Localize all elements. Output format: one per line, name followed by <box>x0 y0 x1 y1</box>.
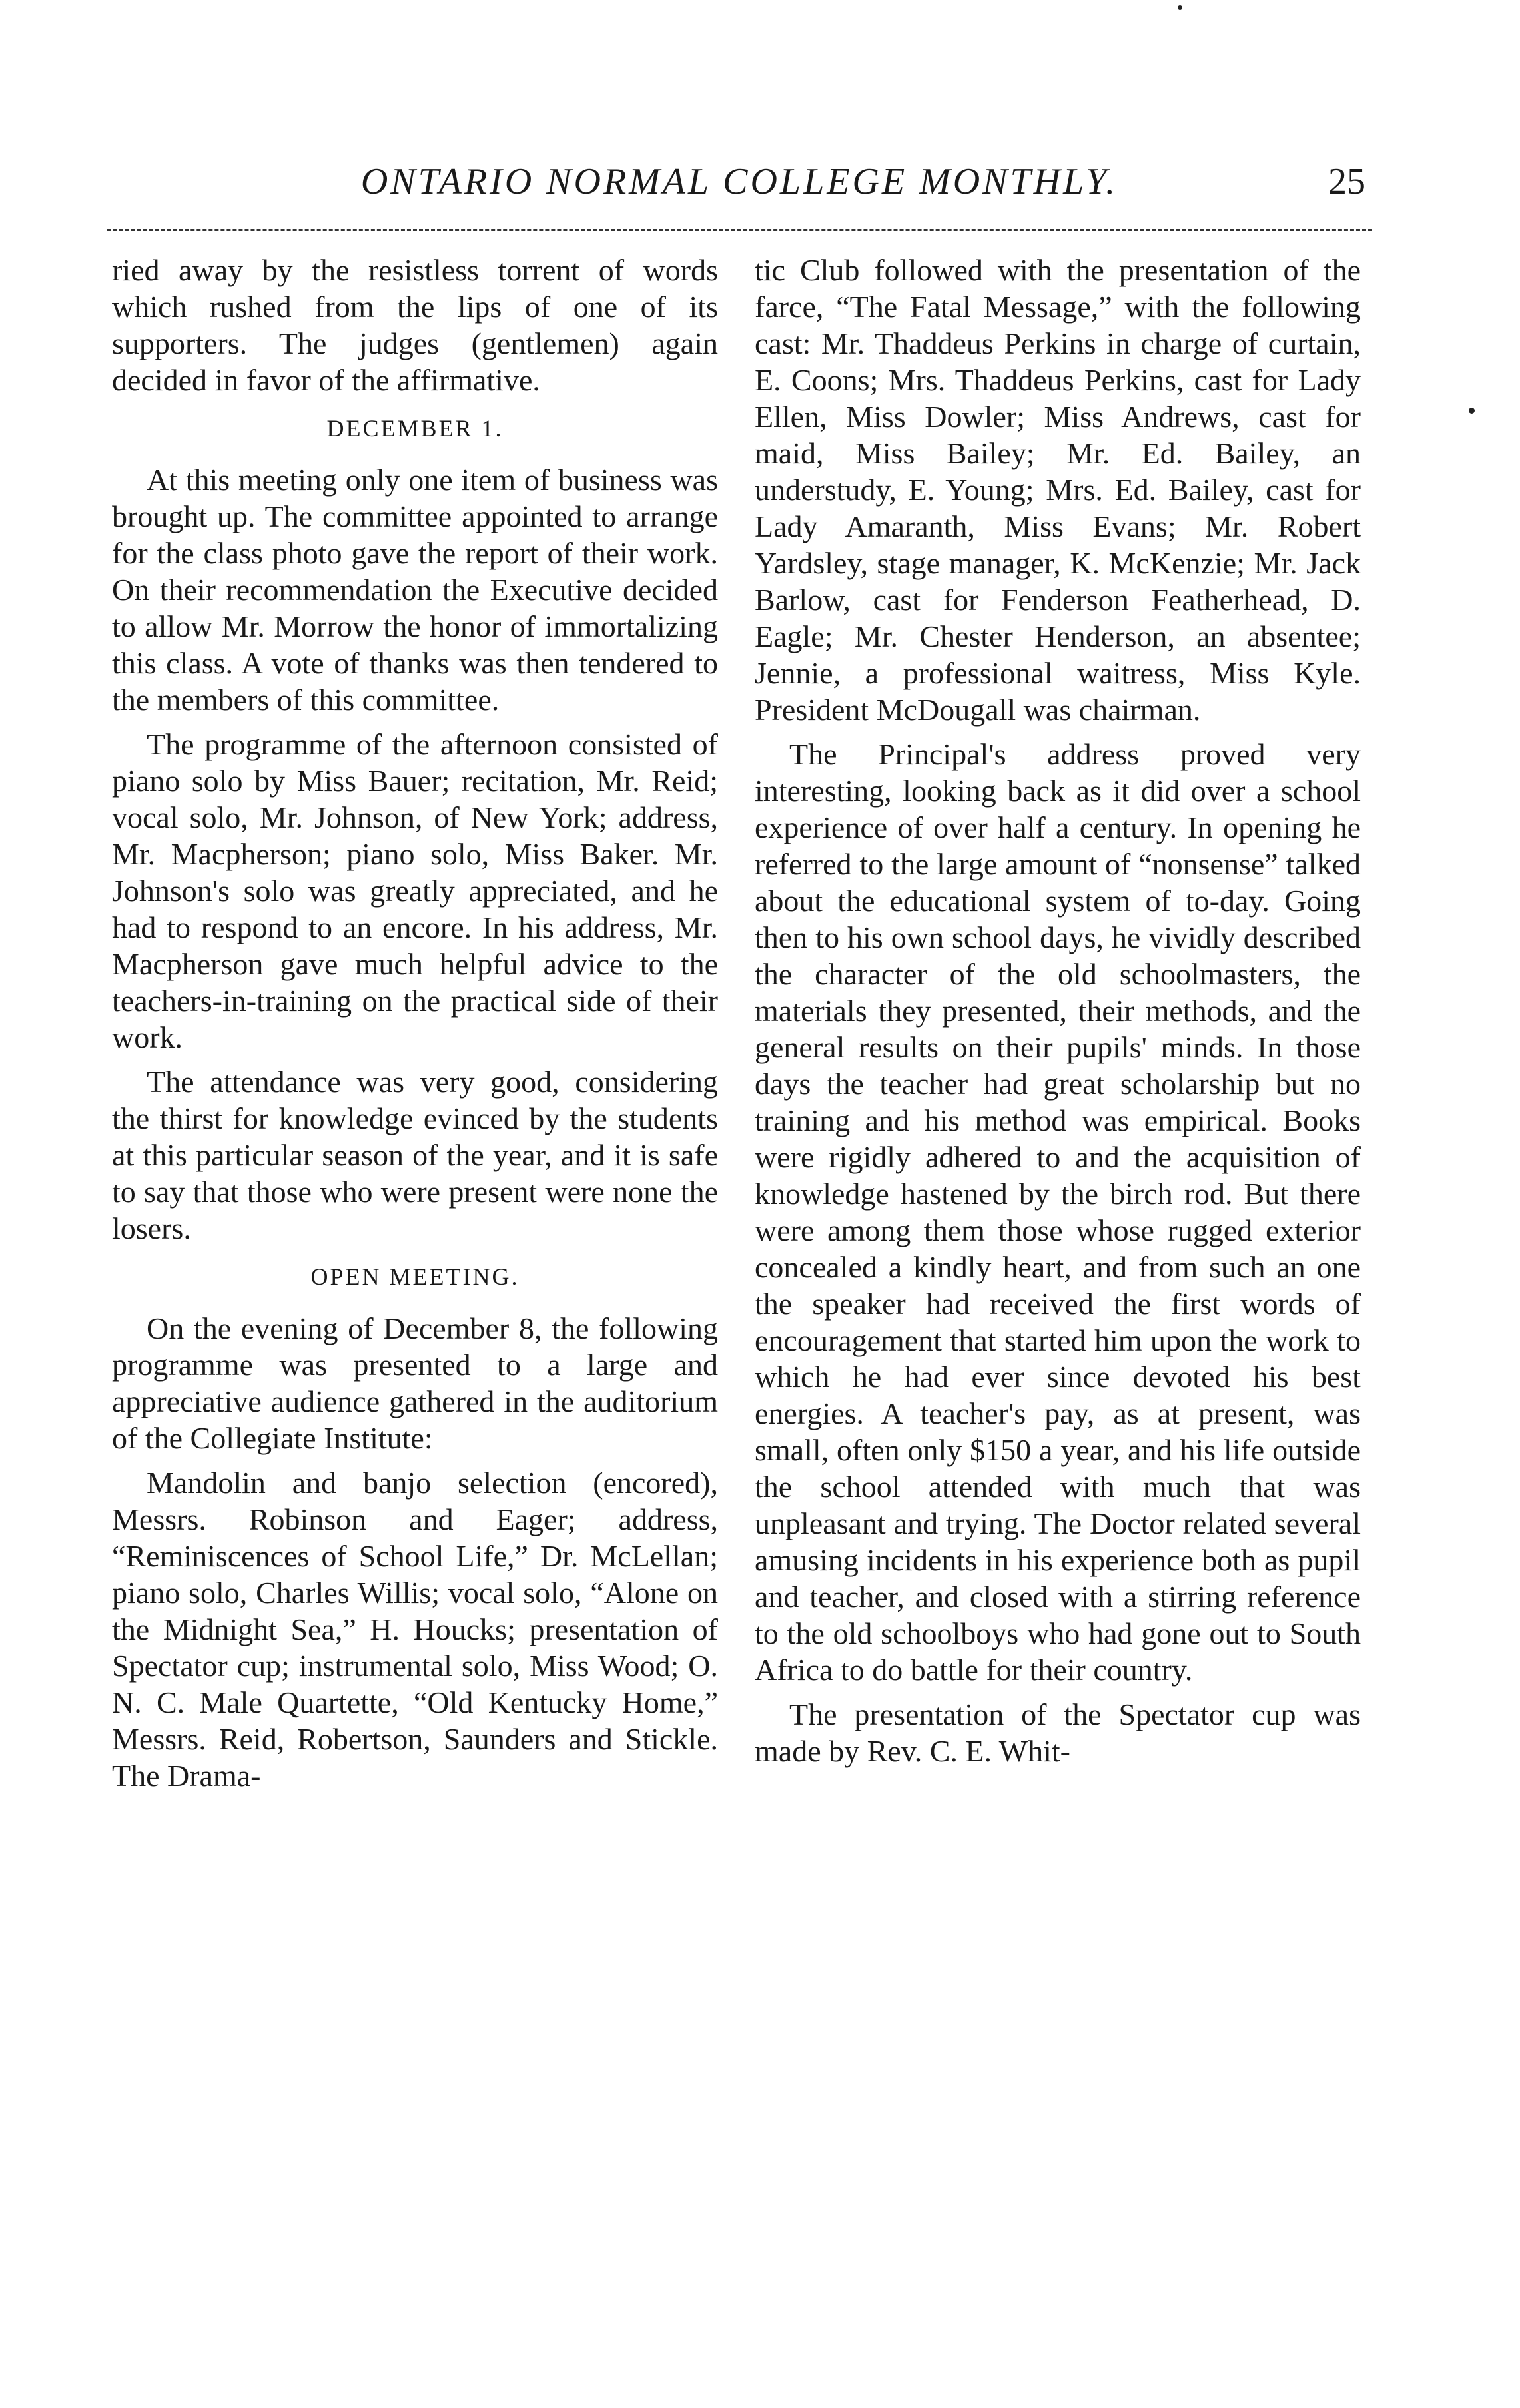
running-title: ONTARIO NORMAL COLLEGE MONTHLY. <box>360 161 1118 202</box>
paragraph: On the evening of December 8, the following programme was presented to a large and appreciative audience gathered in the auditorium of the Collegiate Institute: <box>112 1311 718 1455</box>
page-header <box>113 158 1365 212</box>
right-column <box>755 252 1361 1777</box>
section-heading: OPEN MEETING. <box>310 1263 520 1290</box>
paragraph: The programme of the afternoon consisted of piano solo by Miss Bauer; recitation, Mr. Reid; vocal solo, Mr. Johnson, of New York; address, Mr. Macpherson; piano solo, Miss Baker. Mr. Johnson's solo was greatly appreciated, and he had to respond to an encore. In his address, Mr. Macpherson gave much helpful advice to the teachers-in-training on the practical side of their work. <box>112 727 718 1054</box>
paragraph: The presentation of the Spectator cup was made by Rev. C. E. Whit- <box>755 1697 1361 1768</box>
paragraph: tic Club followed with the presentation of the farce, “The Fatal Message,” with the following cast: Mr. Thaddeus Perkins in charge of curtain, E. Coons; Mrs. Thaddeus Perkins, cast for Lady Ellen, Miss Dowler; Miss Andrews, cast for maid, Miss Bailey; Mr. Ed. Bailey, an understudy, E. Young; Mrs. Ed. Bailey, cast for Lady Amaranth, Miss Evans; Mr. Robert Yardsley, stage manager, K. McKenzie; Mr. Jack Barlow, cast for Fenderson Featherhead, D. Eagle; Mr. Chester Henderson, an absentee; Jennie, a professional waitress, Miss Kyle. President McDougall was chairman. <box>755 253 1361 727</box>
left-column <box>112 252 718 1802</box>
section-heading: DECEMBER 1. <box>326 415 504 442</box>
stray-ink-dot <box>1469 408 1475 414</box>
page-number: 25 <box>1328 161 1365 202</box>
header-rule <box>107 229 1372 231</box>
paragraph: Mandolin and banjo selection (encored), Messrs. Robinson and Eager; address, “Reminiscences of School Life,” Dr. McLellan; piano solo, Charles Willis; vocal solo, “Alone on the Midnight Sea,” H. Houcks; presentation of Spectator cup; instrumental solo, Miss Wood; O. N. C. Male Quartette, “Old Kentucky Home,” Messrs. Reid, Robertson, Saunders and Stickle. The Drama- <box>112 1466 718 1793</box>
paragraph: ried away by the resistless torrent of words which rushed from the lips of one of its supporters. The judges (gentlemen) again decided in favor of the affirmative. <box>112 253 718 397</box>
paragraph: The Principal's address proved very interesting, looking back as it did over a school experience of over half a century. In opening he referred to the large amount of “nonsense” talked about the educational system of to-day. Going then to his own school days, he vividly described the character of the old schoolmasters, the materials they presented, their methods, and the general results on their pupils' minds. In those days the teacher had great scholarship but no training and his method was empirical. Books were rigidly adhered to and the acquisition of knowledge hastened by the birch rod. But there were among them those whose rugged exterior concealed a kindly heart, and from such an one the speaker had received the first words of encouragement that started him upon the work to which he had ever since devoted his best energies. A teacher's pay, as at present, was small, often only $150 a year, and his life outside the school attended with much that was unpleasant and trying. The Doctor related several amusing incidents in his experience both as pupil and teacher, and closed with a stirring reference to the old schoolboys who had gone out to South Africa to do battle for their country. <box>755 737 1361 1687</box>
paragraph: At this meeting only one item of business was brought up. The committee appointed to arrange for the class photo gave the report of their work. On their recommendation the Executive decided to allow Mr. Morrow the honor of immortalizing this class. A vote of thanks was then tendered to the members of this committee. <box>112 463 718 717</box>
paragraph: The attendance was very good, considering the thirst for knowledge evinced by the students at this particular season of the year, and it is safe to say that those who were present were none the losers. <box>112 1065 718 1245</box>
stray-ink-dot <box>1178 5 1182 10</box>
